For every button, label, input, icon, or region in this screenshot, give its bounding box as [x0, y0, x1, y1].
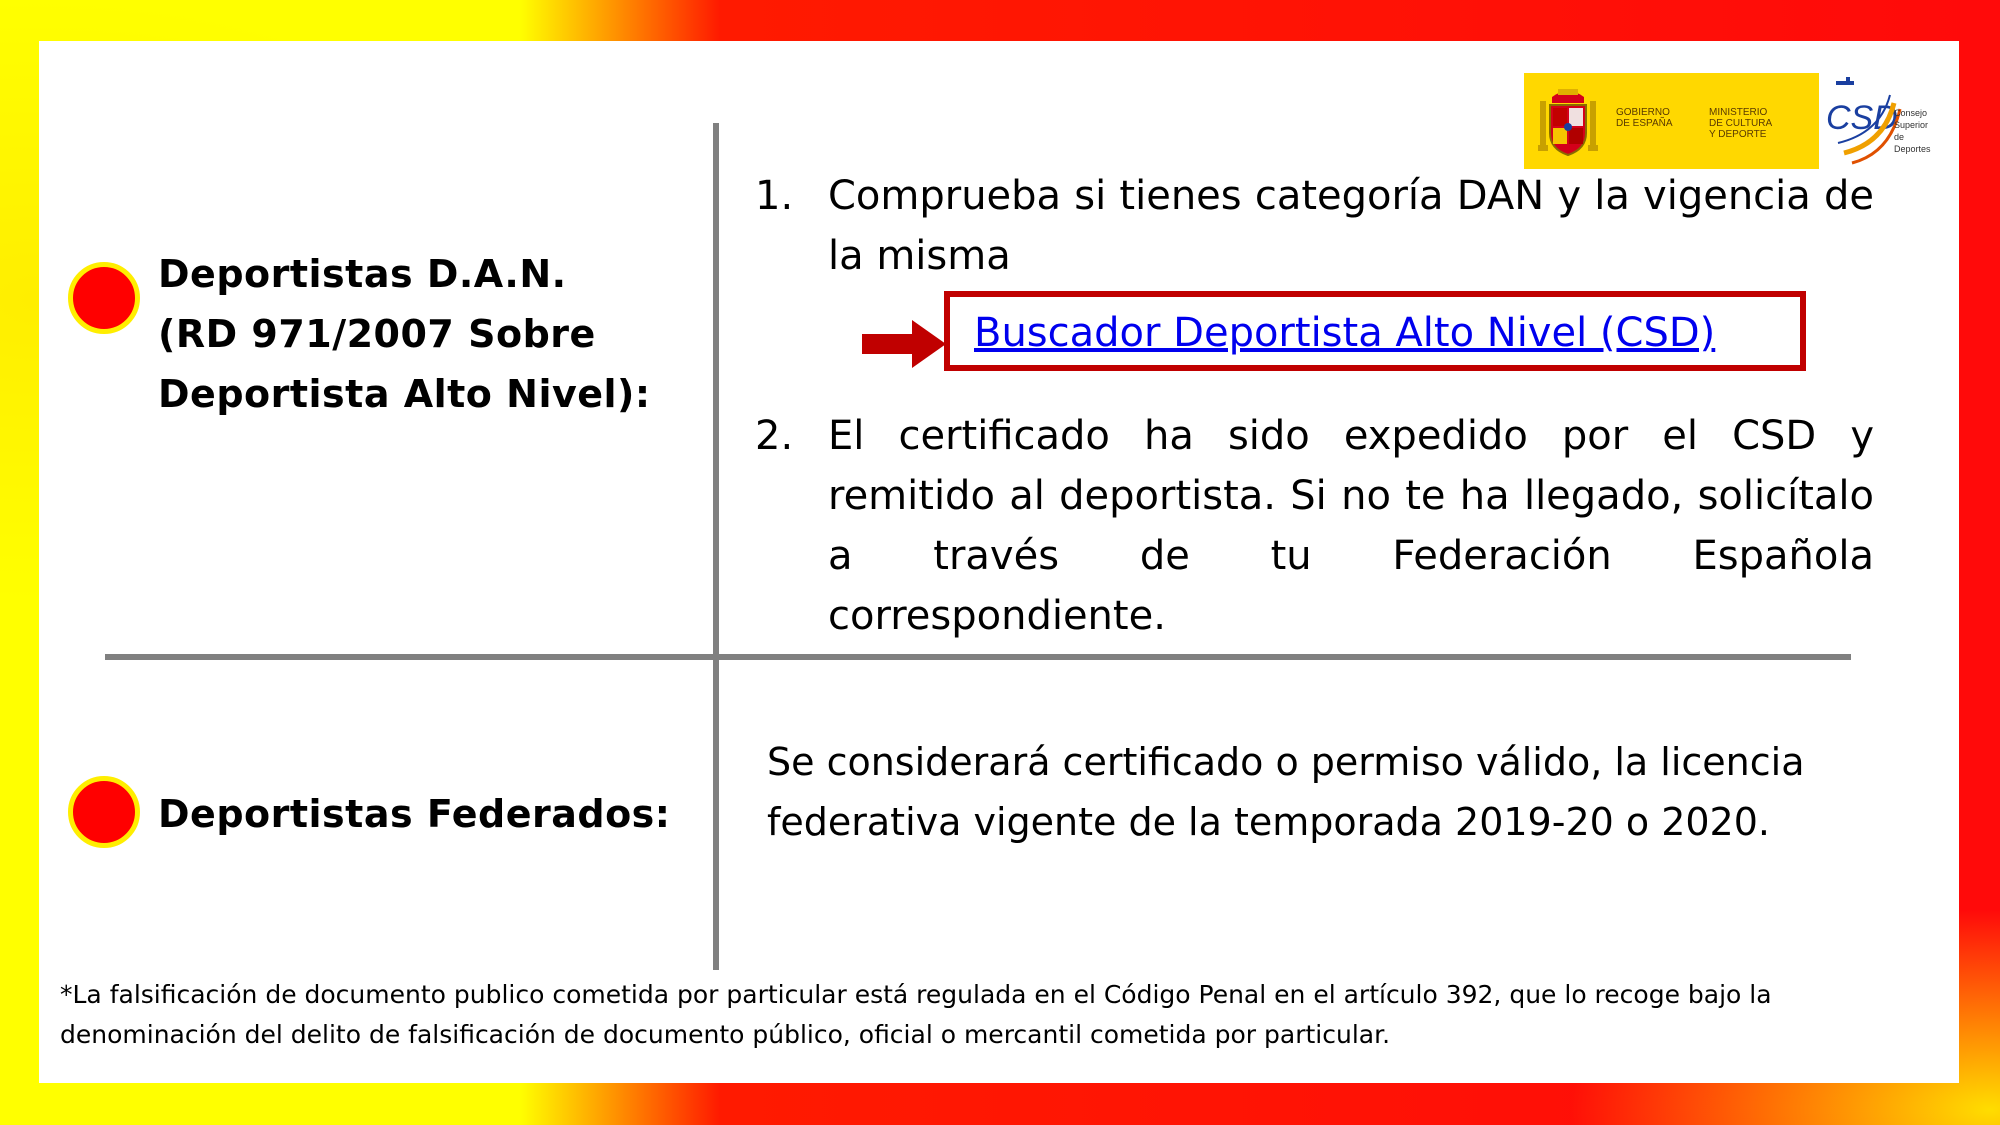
- step-2: [755, 406, 1875, 646]
- footnote: *La falsificación de documento publico cometida por particular está regulada en el Código Penal en el artículo 392, que lo recoge bajo la denominación del delito de falsificación de documento público, oficial o mercantil cometida por particular.: [60, 980, 1772, 1049]
- buscador-dan-link[interactable]: Buscador Deportista Alto Nivel (CSD): [974, 310, 1716, 356]
- federados-text: Se considerará certificado o permiso válido, la licencia federativa vigente de la temporada 2019-20 o 2020.: [767, 740, 1805, 844]
- csd-mark-text: CSD: [1826, 99, 1898, 137]
- step-2-text: El certificado ha sido expedido por el CSD y remitido al deportista. Si no te ha llegado, solicítalo a través de tu Federación Española correspondiente.: [828, 413, 1874, 639]
- dan-title: Deportistas D.A.N. (RD 971/2007 Sobre Deportista Alto Nivel):: [158, 252, 651, 416]
- step-2-number: 2.: [755, 413, 794, 459]
- ministerio-text: MINISTERIO DE CULTURA Y DEPORTE: [1709, 107, 1773, 140]
- csd-full-name: Consejo Superior de Deportes: [1894, 108, 1931, 154]
- vertical-divider: [713, 123, 719, 970]
- horizontal-divider: [105, 654, 1851, 660]
- arrow-right-icon: [862, 320, 946, 368]
- step-1: [755, 166, 1875, 286]
- header-logos: [1524, 73, 1932, 169]
- bullet-dot-icon: [68, 262, 140, 334]
- federados-title: Deportistas Federados:: [158, 792, 671, 836]
- step-1-text: Comprueba si tienes categoría DAN y la vigencia de la misma: [828, 173, 1874, 279]
- gobierno-text: GOBIERNO DE ESPAÑA: [1616, 107, 1673, 129]
- step-1-number: 1.: [755, 173, 794, 219]
- coat-of-arms-icon: [1536, 83, 1600, 159]
- gobierno-logo: [1524, 73, 1819, 169]
- bullet-dot-icon: [68, 776, 140, 848]
- link-highlight-box: [944, 291, 1806, 371]
